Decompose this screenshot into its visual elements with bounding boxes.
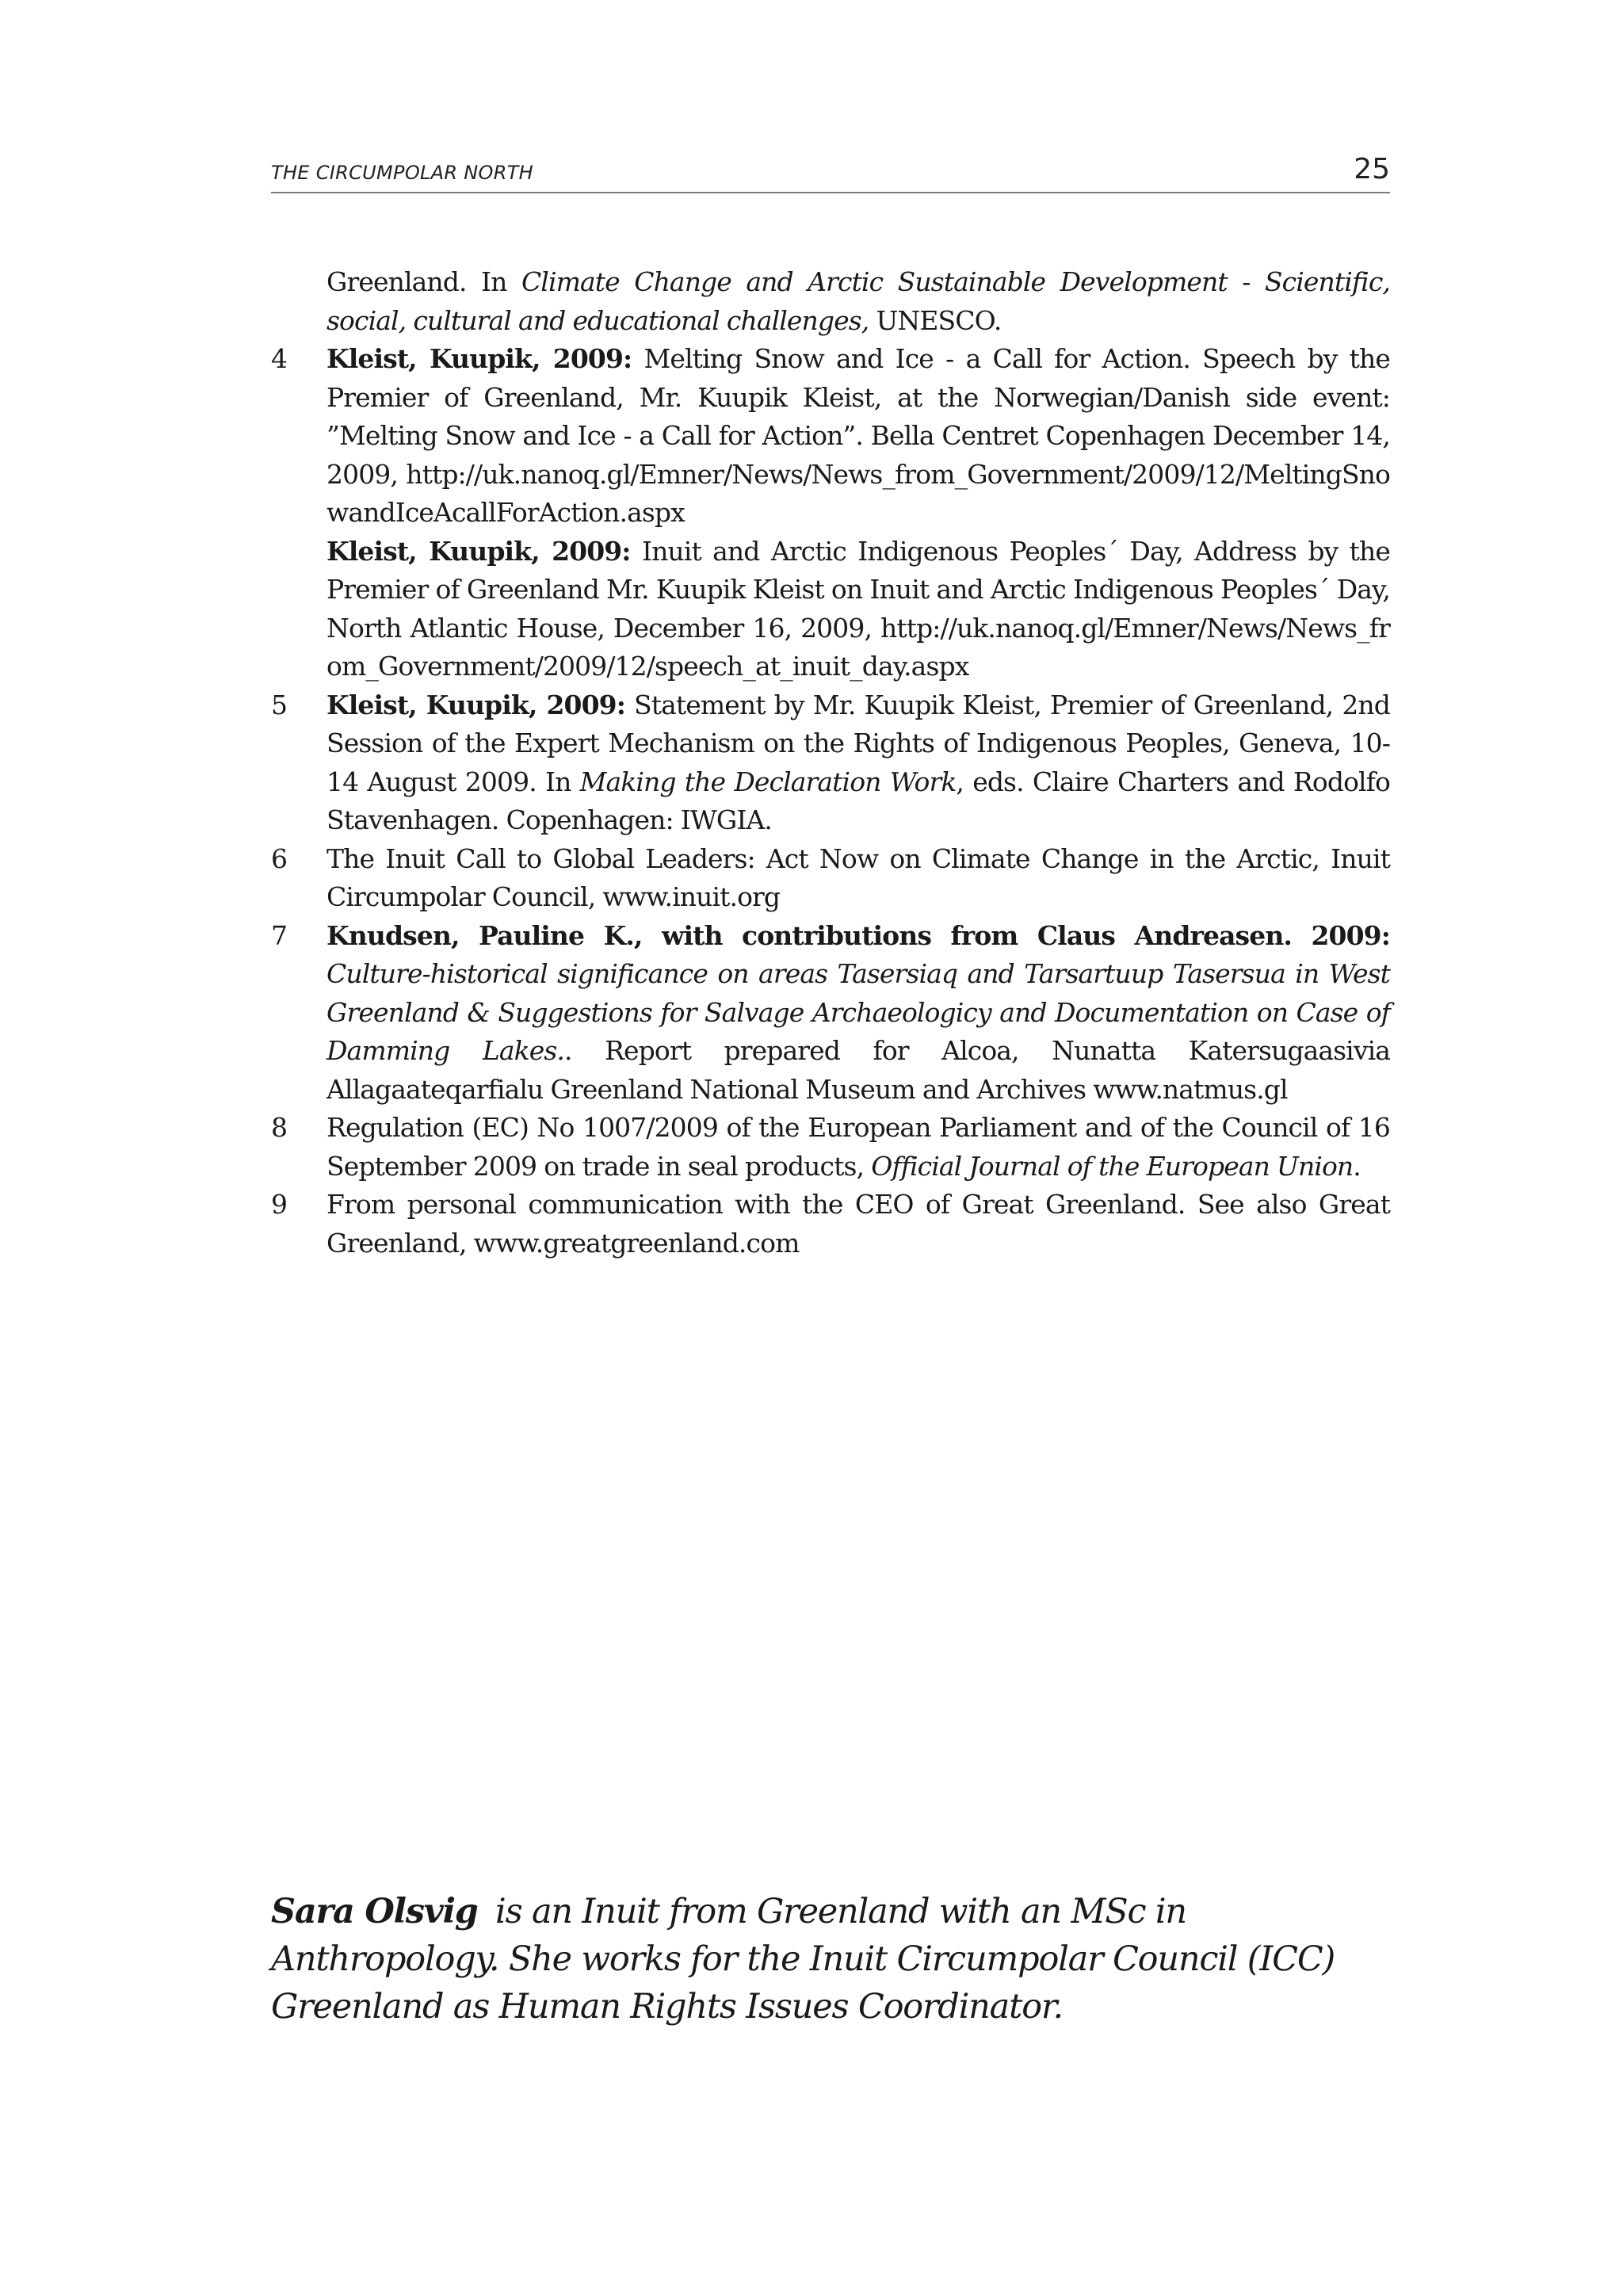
endnote-text-part: . [1353,1150,1361,1182]
citation-url[interactable]: http://uk.nanoq.gl/Emner/News/News_from_Government/2009/12/MeltingSnowandIceAcallForAction.aspx [327,458,1390,528]
endnotes-list [271,263,1390,1263]
publication-title: Official Journal of the European Union [871,1150,1354,1182]
endnote-6 [271,840,1390,917]
endnote-4 [271,340,1390,686]
endnote-text-part: , eds. Claire Charters and Rodolfo Stavenhagen. Copenhagen: IWGIA. [327,766,1390,835]
endnote-number: 6 [271,842,288,874]
endnote-number: 5 [271,689,288,720]
endnote-text-part: UNESCO. [869,304,1002,336]
endnote-text: From personal communication with the CEO of Great Greenland. See also Great Greenland, www.greatgreenland.com [327,1189,1390,1259]
endnote-text-part: Melting Snow and Ice - a Call for Action. Speech by the Premier of Greenland, Mr. Kuupik Kleist, at the Norwegian/Danish side event: ”Melting Snow and Ice - a Call for Action”. Bella Centret Copenhagen December 14, 2009, [327,343,1390,490]
endnote-text [327,533,1390,686]
endnote-text [327,263,1390,340]
endnote-8 [271,1109,1390,1186]
author-bio-text: is an Inuit from Greenland with an MSc in Anthropology. She works for the Inuit Circumpolar Council (ICC) Greenland as Human Rights Issues Coordinator. [271,1892,1335,2027]
endnote-text-part: Inuit and Arctic Indigenous Peoples´ Day, Address by the Premier of Greenland Mr. Kuupik Kleist on Inuit and Arctic Indigenous Peoples´ Day, North Atlantic House, December 16, 2009, [327,535,1390,644]
author-bio [271,1888,1390,2030]
endnote-text [327,917,1390,1110]
publication-title: Culture-historical significance on areas Tasersiaq and Tarsartuup Tasersua in West Greenland & Suggestions for Salvage Archaeologicy and Documentation on Case of Damming Lakes. [327,958,1390,1066]
endnote-number: 4 [271,343,288,374]
page-number: 25 [1354,153,1390,185]
citation-author: Knudsen, Pauline K., with contributions from Claus Andreasen. 2009: [327,919,1390,951]
endnote-7 [271,917,1390,1110]
endnote-9 [271,1186,1390,1263]
endnote-text-part: Regulation (EC) No 1007/2009 of the European Parliament and of the Council of 16 September 2009 on trade in seal products, [327,1112,1390,1182]
citation-url[interactable]: http://uk.nanoq.gl/Emner/News/News_from_Government/2009/12/speech_at_inuit_day.aspx [327,612,1390,682]
endnote-text [327,686,1390,840]
endnote-number: 7 [271,919,288,951]
endnote-text-part: . Report prepared for Alcoa, Nunatta Katersugaasivia Allagaateqarfialu Greenland National Museum and Archives www.natmus.gl [327,1035,1390,1105]
endnote-text: The Inuit Call to Global Leaders: Act Now on Climate Change in the Arctic, Inuit Circumpolar Council, www.inuit.org [327,842,1390,912]
endnote-text-part: Statement by Mr. Kuupik Kleist, Premier of Greenland, 2nd Session of the Expert Mechanism on the Rights of Indigenous Peoples, Geneva, 10-14 August 2009. In [327,689,1390,797]
endnote-3-continued [271,263,1390,340]
citation-author: Kleist, Kuupik, 2009: [327,689,625,720]
publication-title: Making the Declaration Work [579,766,957,797]
running-header [271,146,1390,193]
endnote-text [327,1109,1390,1186]
author-name: Sara Olsvig [271,1892,478,1931]
endnote-number: 8 [271,1112,288,1143]
publication-title: Climate Change and Arctic Sustainable Development - Scientific, social, cultural and educational challenges, [327,266,1390,336]
running-title: THE CIRCUMPOLAR NORTH [271,162,534,184]
citation-author: Kleist, Kuupik, 2009: [327,343,632,374]
endnote-text [327,340,1390,533]
citation-author: Kleist, Kuupik, 2009: [327,535,631,567]
endnote-text-part: Greenland. In [327,266,521,297]
endnote-5 [271,686,1390,840]
endnote-number: 9 [271,1189,288,1220]
